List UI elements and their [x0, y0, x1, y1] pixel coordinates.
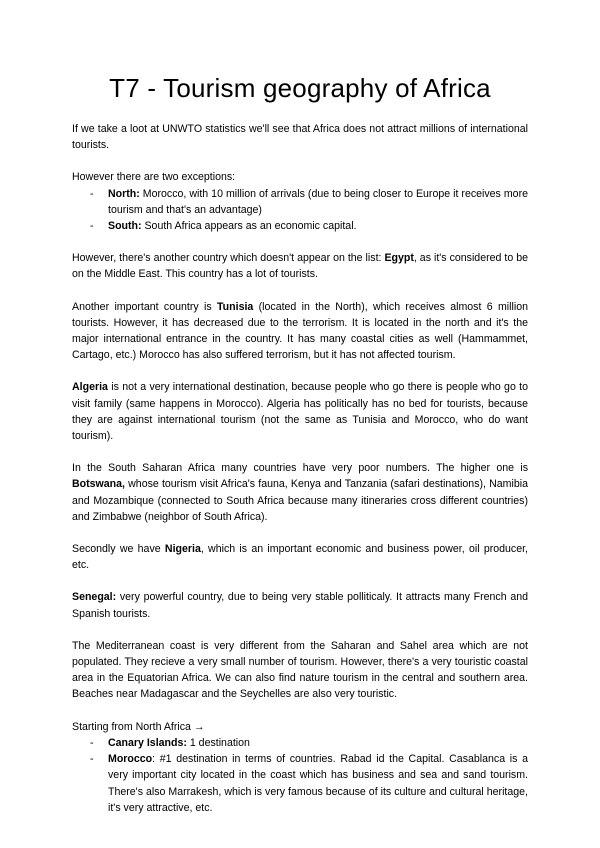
- list-item-text: : #1 destination in terms of countries. Rabad id the Capital. Casablanca is a very important city located in the coast which has business and sea and sand tourism. There's also Marrakesh, which is very famous because of its culture and cultural heritage, it's very attractive, etc.: [108, 753, 528, 814]
- list-item: [72, 218, 528, 234]
- paragraph-tunisia: [72, 299, 528, 364]
- keyword-nigeria: Nigeria: [164, 543, 201, 556]
- list-item-label: Morocco: [108, 753, 153, 766]
- keyword-egypt: Egypt: [384, 252, 414, 265]
- bullet-dash: -: [90, 187, 94, 200]
- paragraph-exceptions-intro: However there are two exceptions:: [72, 171, 236, 184]
- text-run: , as it's considered to be on the Middle East. This country has a lot of tourists.: [72, 252, 528, 281]
- text-run: , which is an important economic and business power, oil producer, etc.: [72, 543, 528, 572]
- paragraph-senegal: [72, 589, 528, 621]
- text-run: Another important country is: [72, 300, 217, 313]
- paragraph-unwto: If we take a loot at UNWTO statistics we'll see that Africa does not attract millions of international tourists.: [72, 123, 528, 152]
- text-run: is not a very international destination, because people who go there is people who go to visit family (same happens in Morocco). Algeria has politically has no bed for tourists, because they are against international tourism (not the same as Tunisia and Morocco, who do want tourism).: [72, 381, 528, 443]
- document-body: [72, 121, 528, 816]
- bullet-dash: -: [90, 220, 94, 233]
- list-item-text: South Africa appears as an economic capital.: [141, 220, 357, 233]
- list-item-label: North:: [108, 187, 140, 200]
- paragraph-mediterranean: The Mediterranean coast is very different from the Saharan and Sahel area which are not populated. They recieve a very small number of tourism. However, there's a very touristic coastal area in the Equatorian Africa. We can also find nature tourism in the central and southern area. Beaches near Madagascar and the Seychelles are also very touristic.: [72, 639, 528, 701]
- paragraph-north-africa-intro: Starting from North Africa →: [72, 720, 205, 733]
- paragraph-algeria: [72, 379, 528, 444]
- list-item-text: Morocco, with 10 million of arrivals (due to being closer to Europe it receives more tourism and that's an advantage): [108, 187, 528, 216]
- paragraph-nigeria: [72, 541, 528, 573]
- bullet-dash: -: [90, 736, 94, 749]
- list-item-label: Canary Islands:: [108, 736, 187, 749]
- destinations-list: [72, 735, 528, 816]
- list-item-label: South:: [108, 220, 142, 233]
- document-title: T7 - Tourism geography of Africa: [109, 73, 491, 103]
- paragraph-egypt: [72, 250, 528, 282]
- keyword-tunisia: Tunisia: [217, 300, 254, 313]
- text-run: whose tourism visit Africa's fauna, Kenya and Tanzania (safari destinations), Namibia and Mozambique (connected to South Africa because many itineraries cross different countries) and Zimbabwe (neighbor of South Africa).: [72, 478, 528, 523]
- keyword-algeria: Algeria: [72, 381, 108, 394]
- list-item: [72, 186, 528, 218]
- keyword-botswana: Botswana,: [72, 478, 125, 491]
- text-run: In the South Saharan Africa many countries have very poor numbers. The higher one is: [72, 462, 528, 475]
- text-run: However, there's another country which doesn't appear on the list:: [72, 252, 385, 265]
- list-item: [72, 751, 528, 816]
- bullet-dash: -: [90, 753, 94, 766]
- text-run: Secondly we have: [72, 543, 165, 556]
- exceptions-list: [72, 186, 528, 235]
- paragraph-south-sahara: [72, 460, 528, 525]
- text-run: (located in the North), which receives almost 6 million tourists. However, it has decreased due to the terrorism. It is located in the north and it's the major international entrance in the country. It has many coastal cities as well (Hammammet, Cartago, etc.) Morocco has also suffered terrorism, but it has not affected tourism.: [72, 300, 528, 362]
- text-run: very powerful country, due to being very stable polliticaly. It attracts many French and Spanish tourists.: [72, 591, 528, 620]
- list-item: [72, 735, 528, 751]
- keyword-senegal: Senegal:: [72, 591, 117, 604]
- list-item-text: 1 destination: [186, 736, 250, 749]
